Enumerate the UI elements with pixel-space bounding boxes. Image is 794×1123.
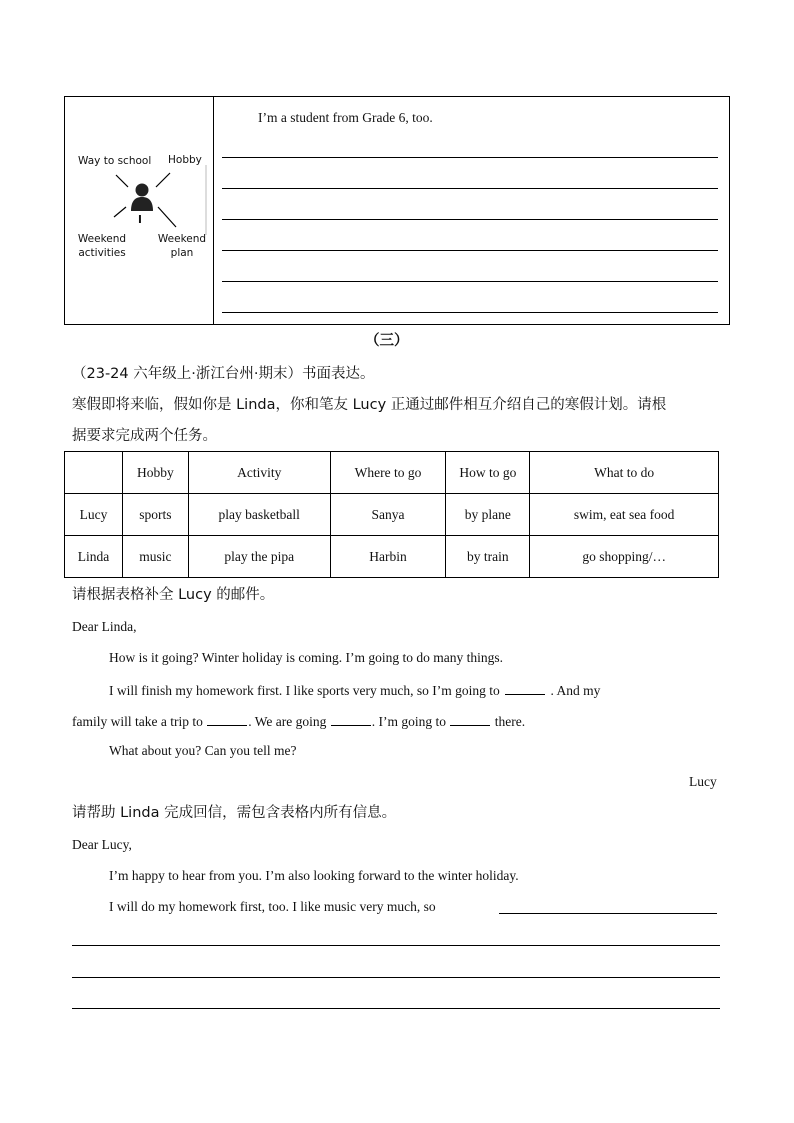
blank-1[interactable] [505, 681, 545, 695]
table-cell: by plane [446, 494, 530, 536]
reply-writing-line[interactable] [72, 945, 720, 946]
email1-line-3-text: family will take a trip to [72, 714, 203, 729]
email1-line-4: What about you? Can you tell me? [109, 743, 297, 758]
table-cell: Lucy [65, 494, 123, 536]
table-cell: swim, eat sea food [530, 494, 719, 536]
source-note: （23-24 六年级上·浙江台州·期末）书面表达。 [72, 366, 375, 382]
email1-line-2-end: . And my [550, 683, 601, 698]
mindmap-way-to-school: Way to school [78, 155, 152, 167]
task-intro-line-2: 据要求完成两个任务。 [72, 428, 217, 444]
plan-table [64, 451, 719, 578]
email2-greeting: Dear Lucy, [72, 837, 132, 852]
writing-line[interactable] [222, 157, 718, 158]
mindmap-weekend-plan: Weekend plan [157, 233, 207, 259]
blank-3[interactable] [331, 712, 371, 726]
table-header-cell: Where to go [330, 452, 446, 494]
task2-instruction: 请帮助 Linda 完成回信，需包含表格内所有信息。 [72, 805, 397, 821]
email1-signature: Lucy [689, 774, 717, 789]
reply-blank[interactable] [499, 913, 717, 914]
email1-line-1: How is it going? Winter holiday is coming. I’m going to do many things. [109, 650, 504, 665]
reply-writing-line[interactable] [72, 1008, 720, 1009]
task-intro-line-1: 寒假即将来临，假如你是 Linda，你和笔友 Lucy 正通过邮件相互介绍自己的寒假计划。请根 [72, 397, 667, 413]
table-header-cell: How to go [446, 452, 530, 494]
table-row [65, 494, 719, 536]
table-cell: play the pipa [188, 536, 330, 578]
email2-line-2: I will do my homework first, too. I like music very much, so [109, 899, 436, 914]
email1-line-2-text: I will finish my homework first. I like sports very much, so I’m going to [109, 683, 500, 698]
email1-line-3-mid2: . I’m going to [371, 714, 446, 729]
email1-line-3-mid: . We are going [248, 714, 327, 729]
table-cell: Harbin [330, 536, 446, 578]
writing-intro: I’m a student from Grade 6, too. [258, 110, 433, 125]
table-cell: Sanya [330, 494, 446, 536]
table-cell: go shopping/… [530, 536, 719, 578]
email1-line-3 [72, 712, 525, 730]
table-cell: Linda [65, 536, 123, 578]
table-header-cell: What to do [530, 452, 719, 494]
email1-line-3-end: there. [494, 714, 526, 729]
task1-instruction: 请根据表格补全 Lucy 的邮件。 [72, 587, 275, 603]
person-icon [129, 182, 155, 212]
table-header-cell: Hobby [122, 452, 188, 494]
table-cell: play basketball [188, 494, 330, 536]
table-header-cell [65, 452, 123, 494]
blank-4[interactable] [450, 712, 490, 726]
writing-line[interactable] [222, 219, 718, 220]
mindmap-connectors [100, 165, 210, 235]
writing-line[interactable] [222, 281, 718, 282]
writing-line[interactable] [222, 188, 718, 189]
mindmap-weekend-activities: Weekend activities [77, 233, 127, 259]
box-divider [213, 96, 214, 325]
writing-line[interactable] [222, 250, 718, 251]
writing-line[interactable] [222, 312, 718, 313]
section-heading: （三） [365, 333, 409, 349]
reply-writing-line[interactable] [72, 977, 720, 978]
blank-2[interactable] [207, 712, 247, 726]
email1-greeting: Dear Linda, [72, 619, 137, 634]
table-cell: music [122, 536, 188, 578]
table-cell: by train [446, 536, 530, 578]
email2-line-1: I’m happy to hear from you. I’m also looking forward to the winter holiday. [109, 868, 519, 883]
email1-line-2 [109, 681, 600, 699]
table-header-cell: Activity [188, 452, 330, 494]
table-header-row [65, 452, 719, 494]
table-row [65, 536, 719, 578]
mindmap-hobby: Hobby [168, 154, 202, 166]
table-cell: sports [122, 494, 188, 536]
mindmap-center-label: I [138, 214, 142, 226]
